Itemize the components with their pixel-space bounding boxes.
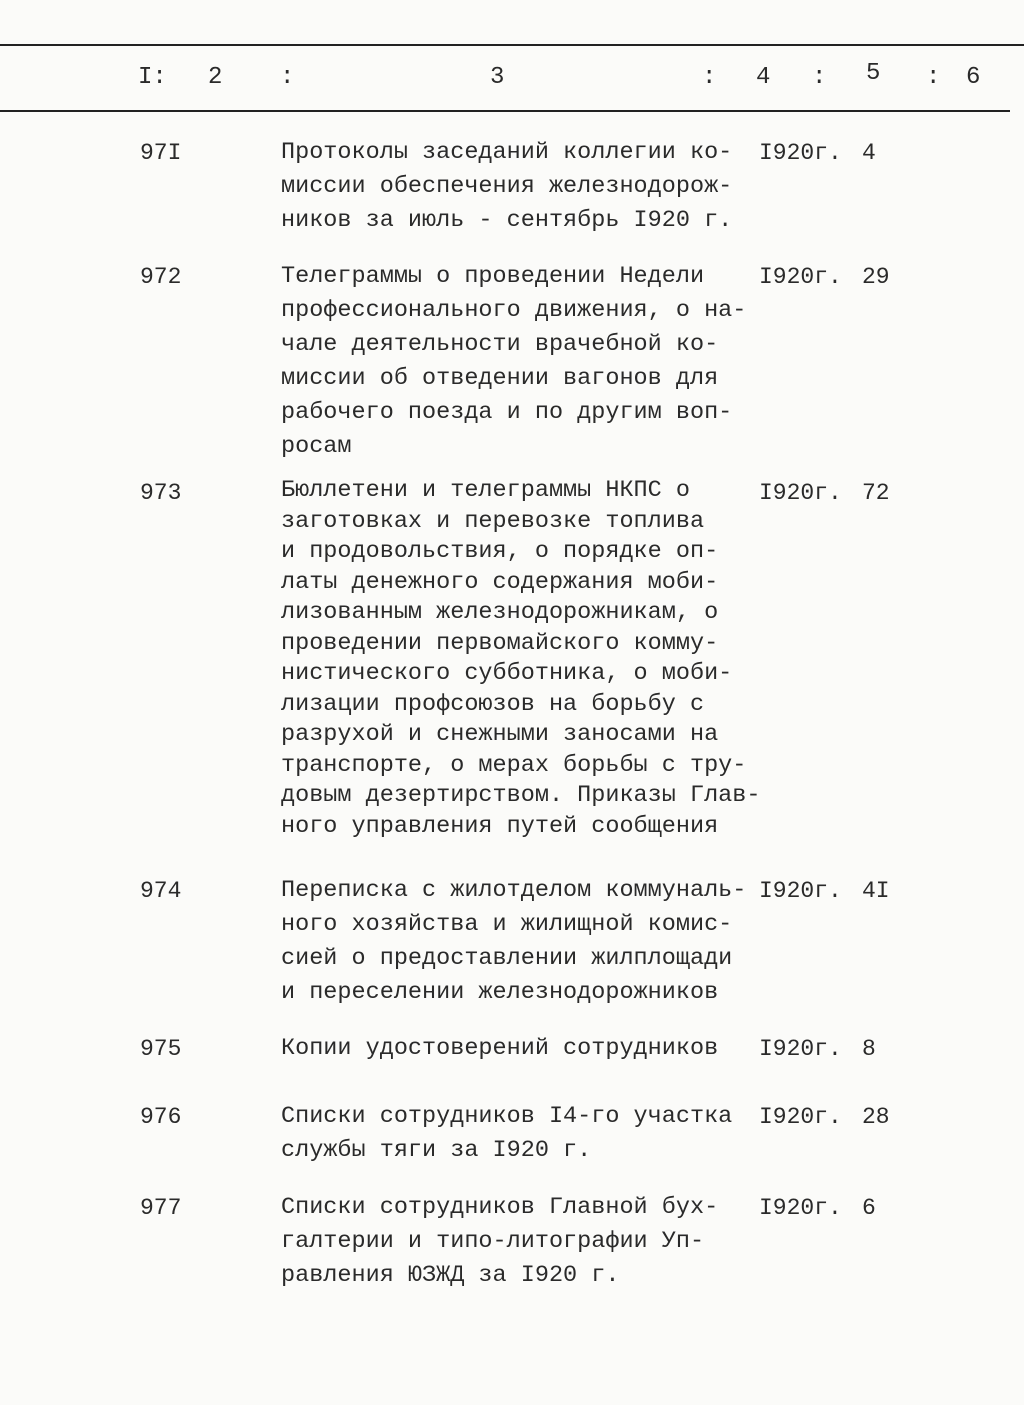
title-line: ников за июль - сентябрь I920 г. — [281, 207, 733, 234]
header-col-4: 4 — [756, 64, 771, 91]
case-date: I920г. — [759, 878, 842, 904]
case-date: I920г. — [759, 1195, 842, 1221]
header-col-3: 3 — [490, 64, 505, 91]
title-line: миссии об отведении вагонов для — [281, 365, 719, 392]
header-col-1: I: — [138, 64, 167, 91]
sheet-count: 4I — [862, 878, 890, 904]
title-line: Протоколы заседаний коллегии ко- — [281, 139, 733, 166]
title-line: довым дезертирством. Приказы Глав- — [281, 782, 761, 809]
header-col-6: 6 — [966, 64, 981, 91]
header-col-2: 2 — [208, 64, 223, 91]
header-sep: : — [280, 64, 295, 91]
case-number: 977 — [140, 1195, 182, 1221]
title-line: ного управления путей сообщения — [281, 812, 719, 840]
title-line: и переселении железнодорожников — [281, 979, 719, 1006]
title-line: миссии обеспечения железнодорож- — [281, 173, 733, 200]
case-title — [281, 874, 746, 1010]
case-date: I920г. — [759, 1036, 842, 1062]
title-line: службы тяги за I920 г. — [281, 1137, 592, 1164]
title-line: рабочего поезда и по другим воп- — [281, 399, 733, 426]
sheet-count: 4 — [862, 140, 876, 166]
title-line: чале деятельности врачебной ко- — [281, 331, 719, 358]
title-line: галтерии и типо-литографии Уп- — [281, 1228, 705, 1255]
case-number: 976 — [140, 1104, 182, 1130]
sheet-count: 6 — [862, 1195, 876, 1221]
header-col-5: 5 — [866, 60, 881, 87]
case-title — [281, 136, 732, 238]
case-number: 974 — [140, 878, 182, 904]
header-top-rule — [0, 44, 1024, 46]
case-number: 972 — [140, 264, 182, 290]
title-line: Копии удостоверений сотрудников — [281, 1035, 719, 1062]
title-line: и продовольствия, о порядке оп- — [281, 538, 719, 565]
header-bottom-rule — [0, 110, 1010, 112]
case-title — [281, 1100, 732, 1168]
header-sep: : — [926, 64, 941, 91]
sheet-count: 72 — [862, 480, 890, 506]
header-sep: : — [812, 64, 827, 91]
title-line: разрухой и снежными заносами на — [281, 721, 719, 748]
sheet-count: 28 — [862, 1104, 890, 1130]
sheet-count: 8 — [862, 1036, 876, 1062]
case-number: 975 — [140, 1036, 182, 1062]
case-date: I920г. — [759, 264, 842, 290]
title-line: Списки сотрудников I4-го участка — [281, 1103, 733, 1130]
title-line: Телеграммы о проведении Недели — [281, 263, 705, 290]
title-line: ного хозяйства и жилищной комис- — [281, 911, 733, 938]
case-title — [281, 1191, 718, 1293]
title-line: лизации профсоюзов на борьбу с — [281, 690, 705, 718]
title-line: Списки сотрудников Главной бух- — [281, 1194, 719, 1221]
title-line: нистического субботника, о моби- — [281, 660, 733, 687]
title-line: лизованным железнодорожникам, о — [281, 599, 719, 626]
case-number: 973 — [140, 480, 182, 506]
title-line: транспорте, о мерах борьбы с тру- — [281, 751, 747, 779]
case-date: I920г. — [759, 140, 842, 166]
title-line: проведении первомайского комму- — [281, 629, 719, 657]
case-title — [281, 260, 746, 464]
case-date: I920г. — [759, 1104, 842, 1130]
case-number: 97I — [140, 140, 182, 166]
case-title — [281, 1032, 718, 1066]
header-sep: : — [702, 64, 717, 91]
case-title — [281, 476, 760, 842]
title-line: сией о предоставлении жилплощади — [281, 945, 733, 972]
case-date: I920г. — [759, 480, 842, 506]
title-line: заготовках и перевозке топлива — [281, 507, 705, 535]
title-line: латы денежного содержания моби- — [281, 568, 719, 596]
title-line: росам — [281, 433, 352, 460]
title-line: профессионального движения, о на- — [281, 297, 747, 324]
sheet-count: 29 — [862, 264, 890, 290]
title-line: Переписка с жилотделом коммуналь- — [281, 877, 747, 904]
title-line: Бюллетени и телеграммы НКПС о — [281, 477, 690, 504]
title-line: равления ЮЗЖД за I920 г. — [281, 1262, 620, 1289]
